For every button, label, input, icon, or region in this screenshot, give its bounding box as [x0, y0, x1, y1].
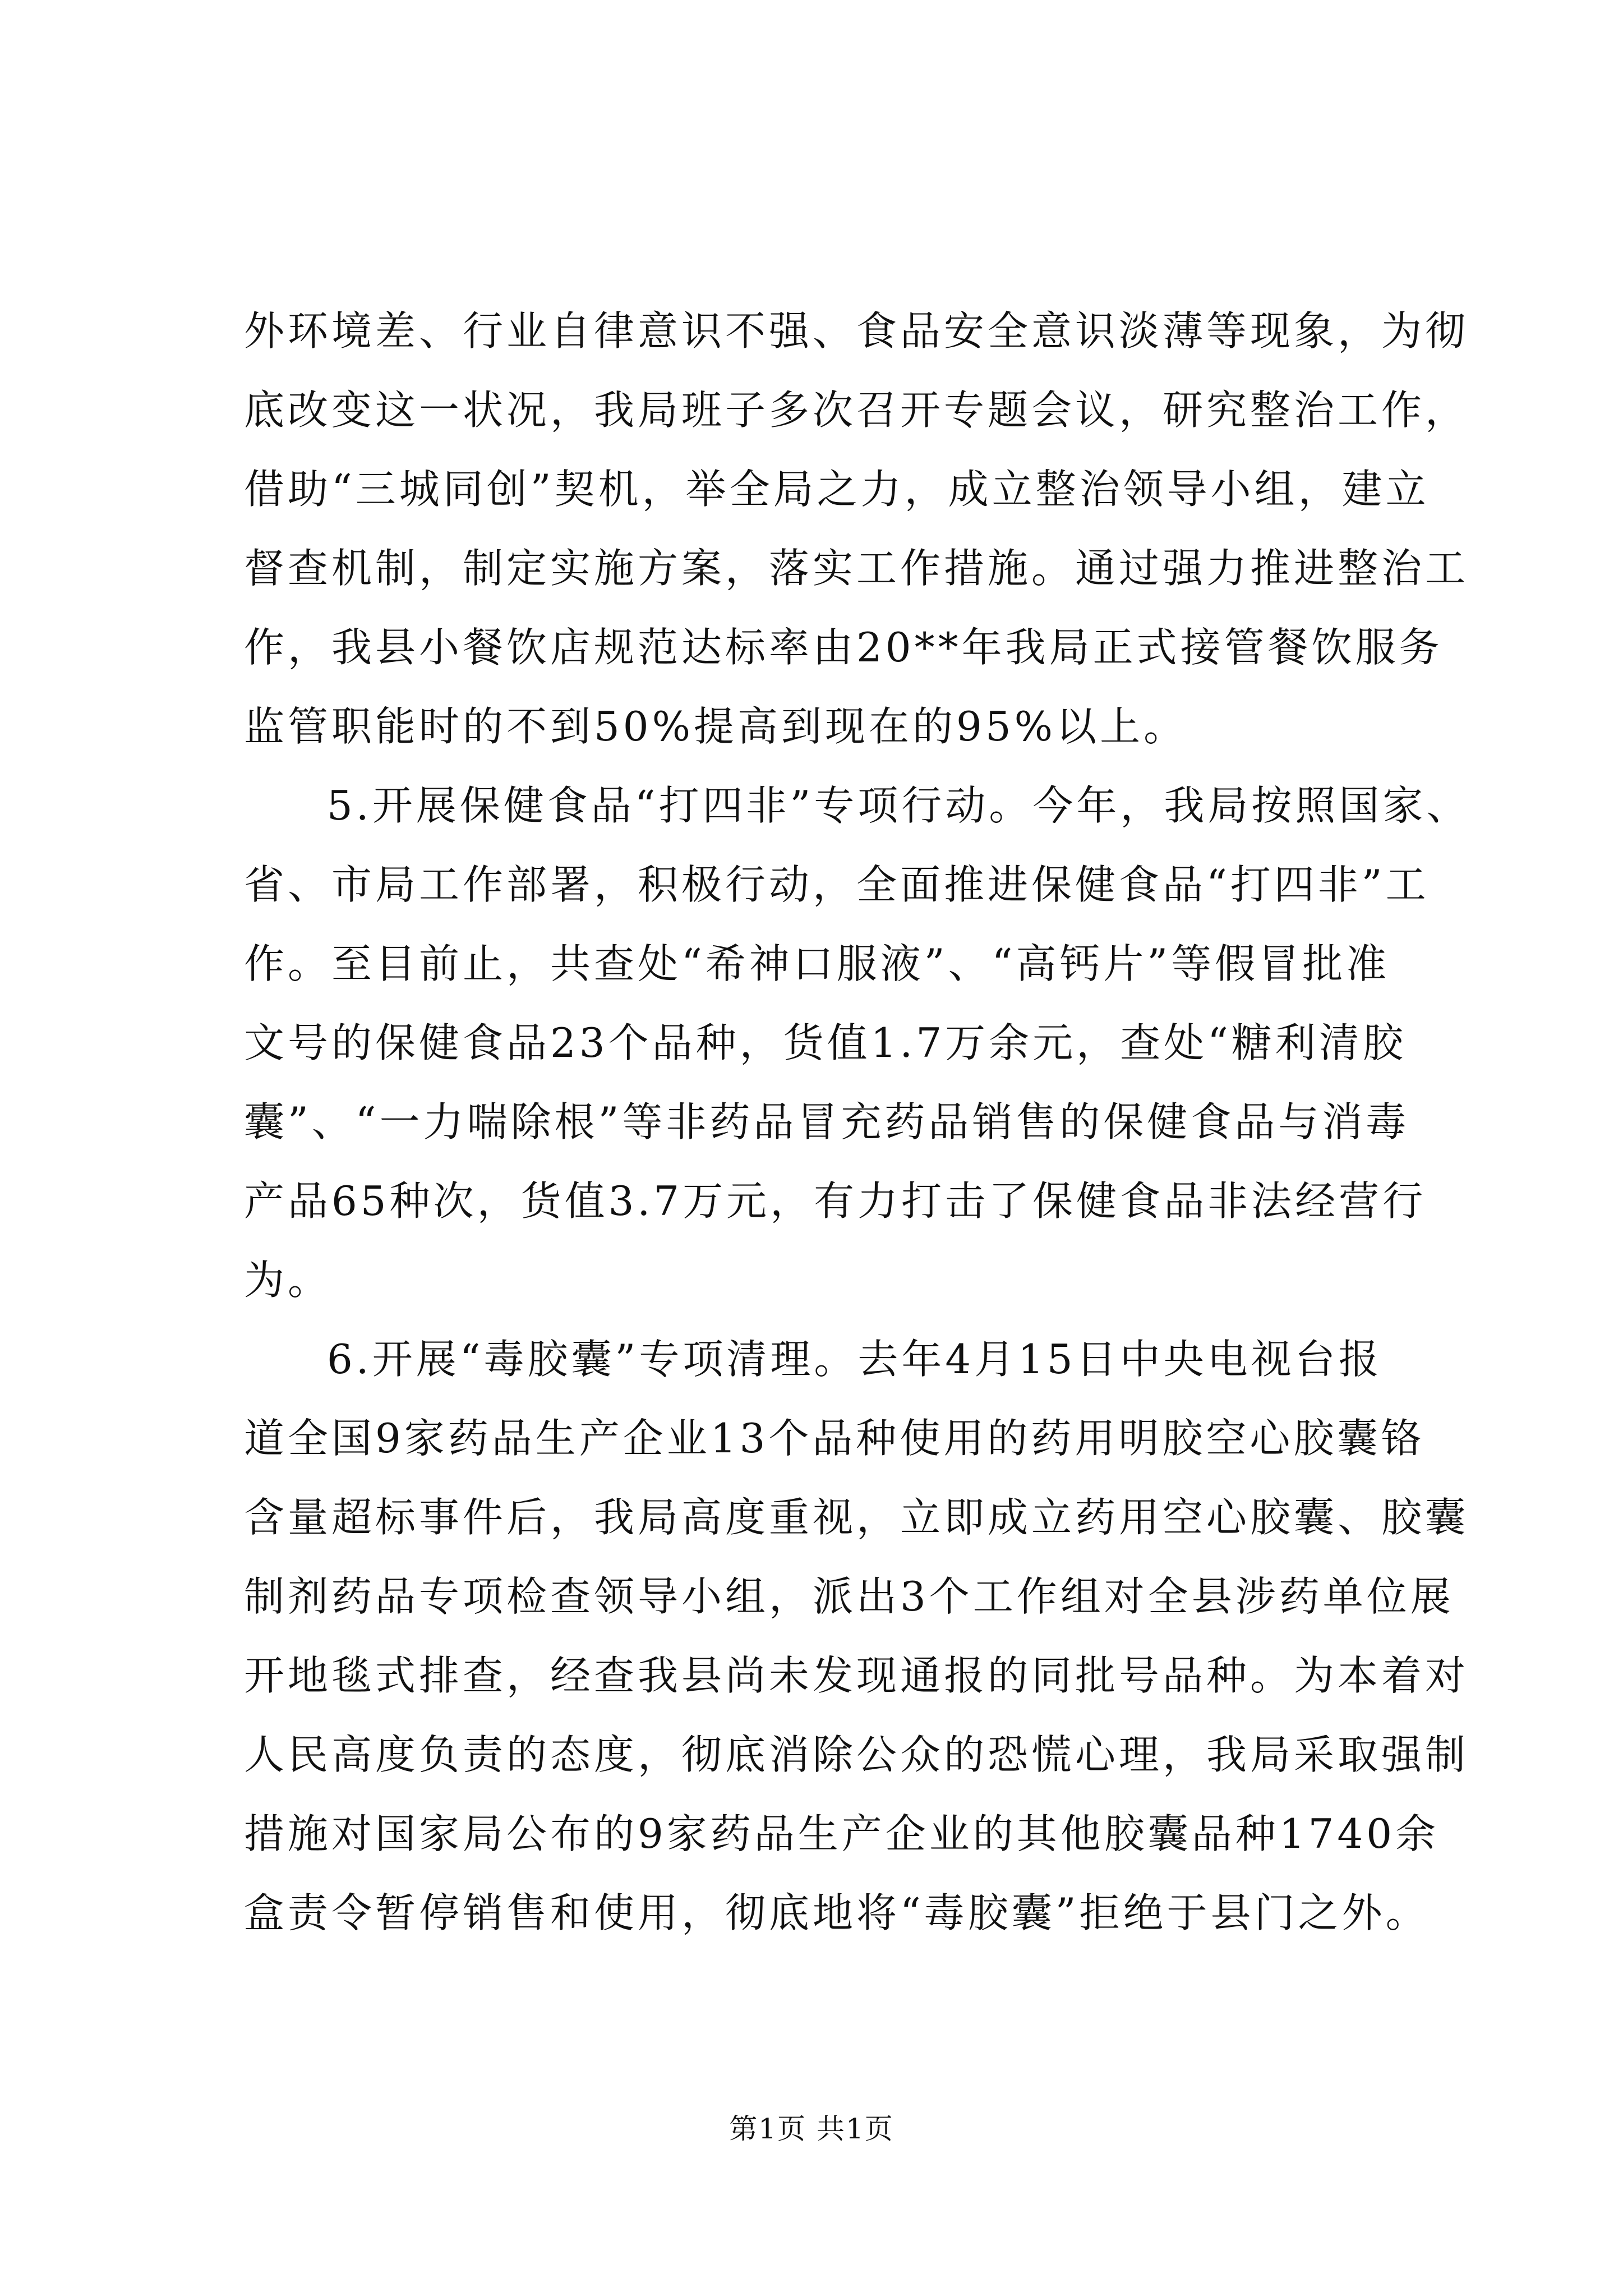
text-line: 产品65种次，货值3.7万元，有力打击了保健食品非法经营行	[244, 1177, 1427, 1225]
text-line: 文号的保健食品23个品种，货值1.7万余元，查处“糖利清胶	[244, 1019, 1407, 1066]
text-line: 囊”、“一力喘除根”等非药品冒充药品销售的保健食品与消毒	[244, 1098, 1410, 1145]
text-line: 人民高度负责的态度，彻底消除公众的恐慌心理，我局采取强制	[244, 1731, 1469, 1778]
text-line: 盒责令暂停销售和使用，彻底地将“毒胶囊”拒绝于县门之外。	[244, 1889, 1430, 1936]
text-line: 5.开展保健食品“打四非”专项行动。今年，我局按照国家、	[327, 782, 1470, 829]
text-line: 作。至目前止，共查处“希神口服液”、“高钙片”等假冒批准	[244, 940, 1390, 987]
text-line: 外环境差、行业自律意识不强、食品安全意识淡薄等现象，为彻	[244, 307, 1469, 355]
text-line: 道全国9家药品生产企业13个品种使用的药用明胶空心胶囊铬	[244, 1415, 1425, 1462]
text-line: 含量超标事件后，我局高度重视，立即成立药用空心胶囊、胶囊	[244, 1494, 1469, 1541]
text-line: 6.开展“毒胶囊”专项清理。去年4月15日中央电视台报	[327, 1336, 1382, 1383]
document-body	[244, 292, 1470, 1953]
text-line: 措施对国家局公布的9家药品生产企业的其他胶囊品种1740余	[244, 1810, 1440, 1857]
text-line: 借助“三城同创”契机，举全局之力，成立整治领导小组，建立	[244, 466, 1430, 513]
text-line: 制剂药品专项检查领导小组，派出3个工作组对全县涉药单位展	[244, 1573, 1454, 1620]
text-line: 开地毯式排查，经查我县尚未发现通报的同批号品种。为本着对	[244, 1652, 1469, 1699]
text-line: 底改变这一状况，我局班子多次召开专题会议，研究整治工作，	[244, 386, 1469, 434]
text-line: 省、市局工作部署，积极行动，全面推进保健食品“打四非”工	[244, 861, 1430, 908]
text-line: 作，我县小餐饮店规范达标率由20**年我局正式接管餐饮服务	[244, 624, 1443, 671]
text-line: 督查机制，制定实施方案，落实工作措施。通过强力推进整治工	[244, 545, 1469, 592]
page-footer: 第1页 共1页	[729, 2113, 894, 2145]
text-line: 监管职能时的不到50%提高到现在的95%以上。	[244, 703, 1188, 750]
text-line: 为。	[244, 1257, 332, 1304]
